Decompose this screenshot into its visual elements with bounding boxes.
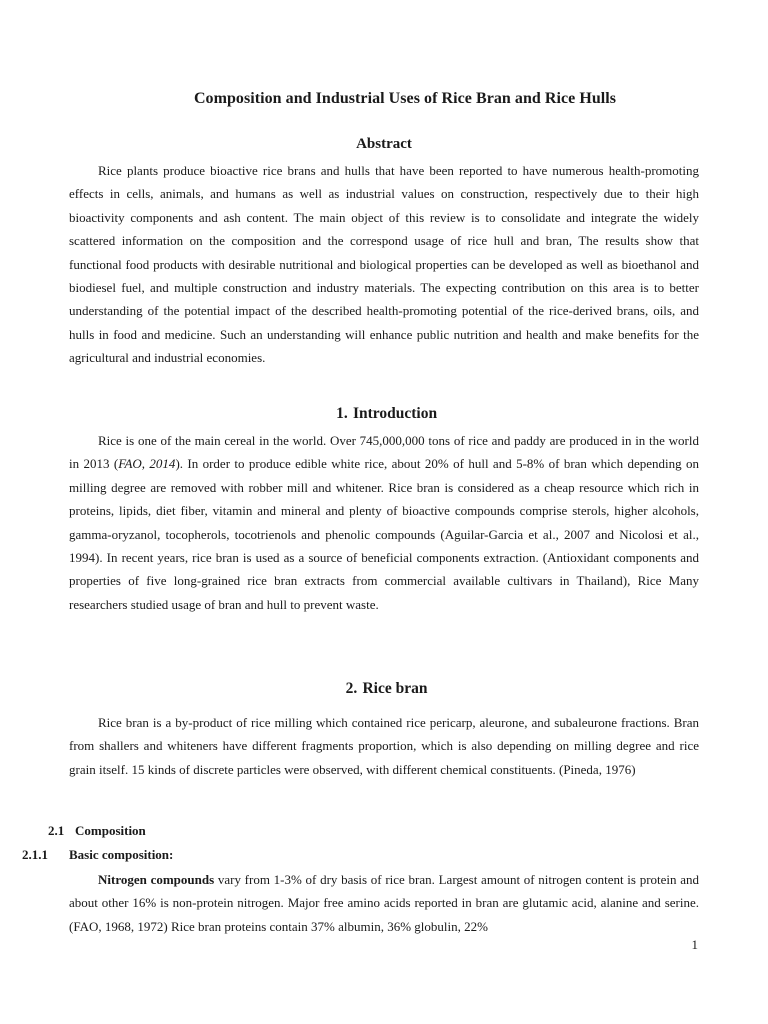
abstract-paragraph: Rice plants produce bioactive rice brans and hulls that have been reported to have numerous health-promoting effects in cells, animals, and humans as well as industrial values on construction, respectively due to their high bioactivity components and ash content. The main object of this review is to consolidate and integrate the widely scattered information on the composition and the correspond usage of rice hull and bran, The results show that functional food products with desirable nutritional and biological properties can be developed as well as bioethanol and biodiesel fuel, and multiple construction and industry materials. The expecting contribution on this area is to better understanding of the potential impact of the described health-promoting potential of the rice-derived brans, oils, and hulls in food and medicine. Such an understanding will enhance public nutrition and health and make benefits for the agricultural and industrial economies.: [69, 163, 699, 366]
rice-bran-heading: [0, 680, 768, 698]
composition-heading: [48, 823, 146, 839]
introduction-heading: [0, 405, 768, 423]
section-title: Introduction: [352, 405, 438, 422]
intro-citation: FAO, 2014: [118, 456, 176, 472]
subsection-number: 2.1.1: [22, 847, 48, 862]
intro-text-end: ). In order to produce edible white rice, about 20% of hull and 5-8% of bran which depending on milling degree are removed with robber mill and whitener. Rice bran is considered as a cheap resource which rich in proteins, lipids, diet fiber, vitamin and mineral and plenty of bioactive compounds comprise sterols, higher alcohols, gamma-oryzanol, tocopherols, tocotrienols and phenolic compounds (Aguilar-Garcia et al., 2007 and Nicolosi et al., 1994). In recent years, rice bran is used as a source of beneficial components extraction. (Antioxidant components and properties of five long-grained rice bran extracts from commercial available cultivars in Thailand), Rice Many researchers studied usage of bran and hull to prevent waste.: [69, 456, 699, 612]
section-title: Rice bran: [362, 680, 428, 697]
introduction-paragraph: [69, 429, 699, 616]
nitrogen-text: vary from 1-3% of dry basis of rice bran. Largest amount of nitrogen content is protein and about other 16% is non-protein nitrogen. Major free amino acids reported in bran are glutamic acid, alanine and serine. (FAO, 1968, 1972) Rice bran proteins contain 37% albumin, 36% globulin, 22%: [69, 872, 699, 934]
subsection-title: Composition: [75, 823, 146, 838]
abstract-heading: Abstract: [356, 136, 412, 152]
rice-bran-paragraph: Rice bran is a by-product of rice milling which contained rice pericarp, aleurone, and subaleurone fractions. Bran from shallers and whiteners have different fragments proportion, which is also depending on milling degree and rice grain itself. 15 kinds of discrete particles were observed, with different chemical constituents. (Pineda, 1976): [69, 715, 699, 777]
subsection-title: Basic composition:: [69, 847, 174, 862]
basic-composition-heading: [22, 847, 173, 863]
section-number: 1.: [336, 405, 348, 422]
section-number: 2.: [345, 680, 358, 697]
page-number: 1: [691, 937, 698, 952]
subsection-number: 2.1: [48, 823, 65, 838]
nitrogen-paragraph: [69, 868, 699, 938]
paper-title: Composition and Industrial Uses of Rice Bran and Rice Hulls: [193, 90, 617, 107]
intro-text-start: Rice is one of the main cereal in the world. Over 745,000,000 tons of rice and paddy are produced in in the world in 2013 (: [69, 433, 699, 472]
nitrogen-lead: Nitrogen compounds: [98, 872, 215, 887]
